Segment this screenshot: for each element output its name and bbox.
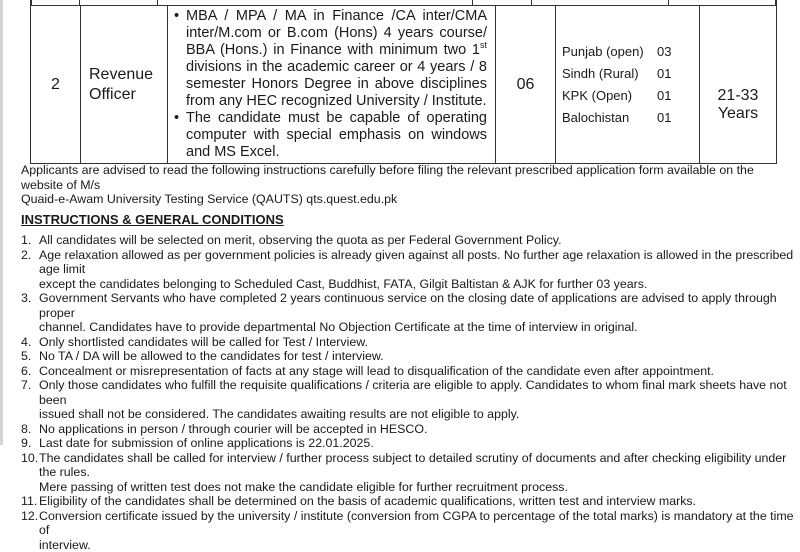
posts-table (30, 5, 777, 164)
condition-line: Only those candidates who fulfill the requisite qualifications / criteria are eligible to apply. Candidates to whom final mark sheets have not been (39, 378, 796, 407)
condition-number: 7. (21, 378, 31, 393)
condition-line: Only shortlisted candidates will be called for Test / Interview. (39, 335, 796, 350)
condition-number: 10. (21, 451, 38, 466)
condition-line: Age relaxation allowed as per government policies is already given against all posts. No further age relaxation is allowed in the prescribed age limit (39, 248, 796, 277)
condition-line: Government Servants who have completed 2 years continuous service on the closing date of applications are advised to apply through proper (39, 291, 796, 320)
table-row (31, 6, 777, 164)
intro-line: Applicants are advised to read the following instructions carefully before filing the relevant prescribed application form available on the website of M/s (21, 163, 754, 192)
condition-number: 4. (21, 335, 31, 350)
qualification-list (172, 8, 487, 161)
condition-item (21, 494, 796, 509)
condition-item (21, 509, 796, 552)
ordinal-suffix: st (480, 40, 487, 50)
condition-item (21, 233, 796, 248)
condition-line: Last date for submission of online applications is 22.01.2025. (39, 436, 796, 451)
quota-row (562, 63, 699, 85)
number-of-posts: 06 (496, 6, 556, 164)
condition-item (21, 335, 796, 350)
age-limit: 21-33 Years (700, 6, 777, 164)
condition-number: 5. (21, 349, 31, 364)
intro-paragraph (21, 163, 796, 207)
condition-item (21, 364, 796, 379)
condition-number: 2. (21, 248, 31, 263)
condition-line: No TA / DA will be allowed to the candidates for test / interview. (39, 349, 796, 364)
condition-item (21, 378, 796, 422)
quota-count: 01 (657, 66, 687, 81)
instructions-section (21, 163, 796, 552)
condition-number: 8. (21, 422, 31, 437)
condition-number: 11. (21, 494, 37, 509)
condition-item (21, 349, 796, 364)
condition-line: Eligibility of the candidates shall be determined on the basis of academic qualifications, written test and interview marks. (39, 494, 796, 509)
condition-item (21, 436, 796, 451)
page-edge (0, 0, 3, 445)
quota-count: 01 (657, 110, 687, 125)
condition-line: interview. (39, 538, 796, 552)
condition-line: issued shall not be considered. The candidates awaiting results are not eligible to apply. (39, 407, 796, 422)
serial-number: 2 (31, 6, 81, 164)
post-name-line1: Revenue (89, 65, 167, 85)
section-heading: INSTRUCTIONS & GENERAL CONDITIONS (21, 213, 796, 228)
qualification-item (172, 8, 487, 110)
condition-line: except the candidates belonging to Scheduled Cast, Buddhist, FATA, Gilgit Baltistan & AJK for further 03 years. (39, 277, 796, 292)
condition-item (21, 248, 796, 292)
quota-region: Sindh (Rural) (562, 66, 657, 81)
post-name-line2: Officer (89, 85, 167, 105)
post-name (81, 6, 168, 164)
quota-count: 03 (657, 44, 687, 59)
quota-region: Punjab (open) (562, 44, 657, 59)
condition-number: 9. (21, 436, 31, 451)
qualification-cell (168, 6, 496, 164)
quota-region: KPK (Open) (562, 88, 657, 103)
condition-line: All candidates will be selected on merit, observing the quota as per Federal Government Policy. (39, 233, 796, 248)
condition-number: 12. (21, 509, 38, 524)
condition-item (21, 451, 796, 495)
quota-cell (556, 6, 700, 164)
condition-number: 1. (21, 233, 31, 248)
quota-row (562, 107, 699, 129)
quota-row (562, 41, 699, 63)
intro-line: Quaid-e-Awam University Testing Service (QAUTS) qts.quest.edu.pk (21, 192, 397, 206)
qualification-text-cont: divisions in the academic career or 4 years / 8 semester Honors Degree in above disciplines from any HEC recognized University / Institute. (186, 59, 487, 109)
condition-line: No applications in person / through courier will be accepted in HESCO. (39, 422, 796, 437)
qualification-text: MBA / MPA / MA in Finance /CA inter/CMA inter/M.com or B.com (Hons) 4 years course/ BBA (Hons.) in Finance with minimum two 1 (186, 8, 487, 58)
condition-item (21, 291, 796, 335)
quota-row (562, 85, 699, 107)
condition-line: channel. Candidates have to provide departmental No Objection Certificate at the time of interview in original. (39, 320, 796, 335)
condition-number: 6. (21, 364, 31, 379)
conditions-list (21, 233, 796, 552)
quota-count: 01 (657, 88, 687, 103)
condition-number: 3. (21, 291, 31, 306)
condition-line: Concealment or misrepresentation of facts at any stage will lead to disqualification of the candidate even after appointment. (39, 364, 796, 379)
qualification-item: • The candidate must be capable of operating computer with special emphasis on windows and MS Excel. (172, 110, 487, 161)
condition-line: Mere passing of written test does not make the candidate eligible for further recruitment process. (39, 480, 796, 495)
condition-line: Conversion certificate issued by the university / institute (conversion from CGPA to percentage of the total marks) is mandatory at the time of (39, 509, 796, 538)
quota-region: Balochistan (562, 110, 657, 125)
condition-line: The candidates shall be called for interview / further process subject to detailed scrutiny of documents and after checking eligibility under the rules. (39, 451, 796, 480)
condition-item (21, 422, 796, 437)
